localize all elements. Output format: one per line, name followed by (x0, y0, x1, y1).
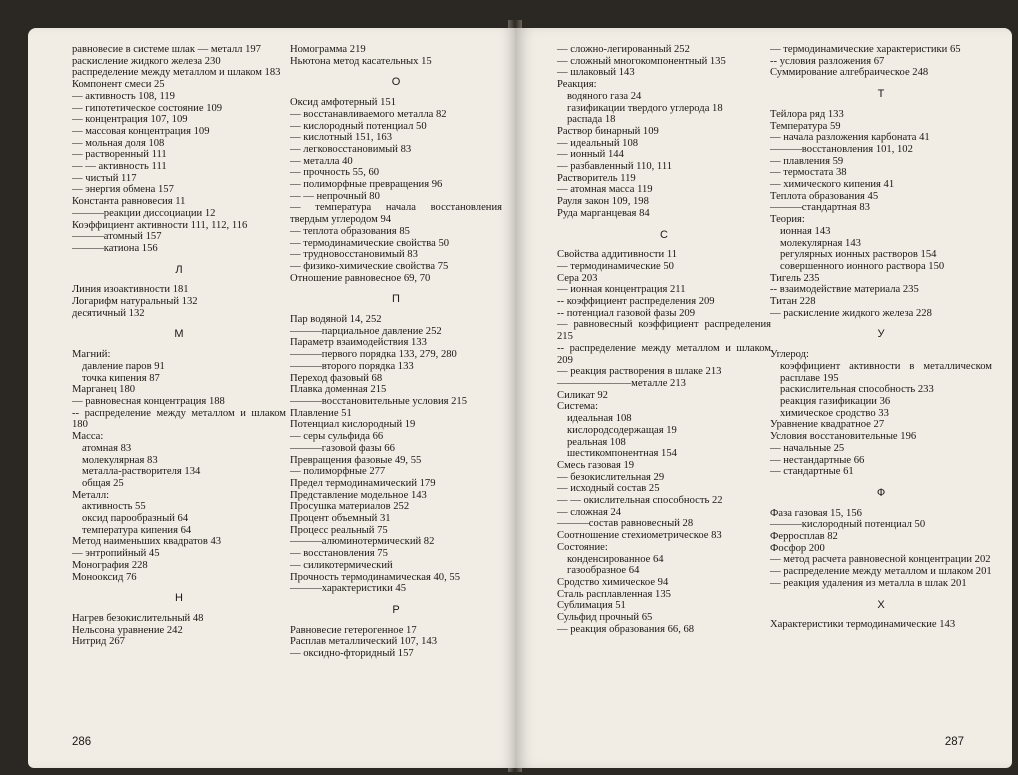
right-page-number: 287 (944, 736, 964, 748)
index-entry: — шлаковый 143 (557, 67, 635, 79)
index-entry: — разбавленный 110, 111 (557, 161, 673, 173)
index-entry: ———газовой фазы 66 (290, 442, 395, 454)
index-entry: — кислородный потенциал 50 (290, 120, 427, 132)
index-entry: десятичный 132 (72, 307, 145, 319)
index-entry: -- взаимодействие материала 235 (770, 284, 919, 296)
index-entry: Линия изоактивности 181 (72, 284, 189, 296)
right-page-column-2 (770, 44, 992, 631)
index-entry: Фаза газовая 15, 156 (770, 507, 862, 519)
index-entry: Суммирование алгебраическое 248 (770, 67, 929, 79)
index-entry: — ионный 144 (557, 149, 624, 161)
index-entry: Сера 203 (557, 272, 598, 284)
index-entry: распределение между металлом и шлаком 183 (72, 67, 281, 79)
index-entry: — начала разложения карбоната 41 (770, 132, 930, 144)
index-entry: — прочность 55, 60 (290, 167, 380, 179)
index-entry: — серы сульфида 66 (290, 431, 384, 443)
index-entry: раскислительная способность 233 (780, 384, 934, 396)
index-entry: Уравнение квадратное 27 (770, 419, 885, 431)
index-entry: — термодинамические характеристики 65 (770, 44, 961, 55)
index-entry: газификации твердого углерода 18 (567, 102, 723, 114)
index-entry: — легковосстановимый 83 (290, 143, 412, 155)
index-entry: — равновесный коэффициент распределения 215 (557, 319, 771, 343)
index-entry: реальная 108 (567, 436, 626, 448)
index-entry: Сублимация 51 (557, 600, 626, 612)
index-entry: Магний: (72, 349, 111, 361)
index-entry: — нестандартные 66 (770, 454, 865, 466)
index-entry: — термостата 38 (770, 167, 847, 179)
index-entry: — безокислительная 29 (557, 471, 665, 483)
index-entry: Температура 59 (770, 120, 841, 132)
index-entry: ———стандартная 83 (770, 202, 870, 214)
index-entry: Сталь расплавленная 135 (557, 588, 671, 600)
index-entry: Оксид амфотерный 151 (290, 97, 396, 109)
index-entry: Соотношение стехиометрическое 83 (557, 530, 722, 542)
index-entry: Процент объемный 31 (290, 513, 391, 525)
index-entry: металла-растворителя 134 (82, 466, 201, 478)
index-entry: — сложный многокомпонентный 135 (557, 55, 726, 67)
index-entry: Титан 228 (770, 296, 816, 308)
index-entry: — физико-химические свойства 75 (290, 260, 449, 272)
index-entry: Превращения фазовые 49, 55 (290, 454, 422, 466)
index-entry: ———второго порядка 133 (290, 360, 414, 372)
left-page (28, 28, 515, 768)
index-entry: Марганец 180 (72, 384, 136, 396)
index-entry: конденсированное 64 (567, 553, 664, 565)
index-entry: молекулярная 83 (82, 454, 158, 466)
index-entry: — атомная масса 119 (557, 184, 653, 196)
index-entry: — чистый 117 (72, 172, 137, 184)
index-entry: химическое сродство 33 (780, 407, 889, 419)
index-entry: атомная 83 (82, 442, 132, 454)
index-entry: Предел термодинамический 179 (290, 477, 436, 489)
index-entry: — — непрочный 80 (290, 190, 380, 202)
section-letter: У (877, 328, 885, 341)
index-entry: Плавление 51 (290, 407, 352, 419)
index-entry: Сульфид прочный 65 (557, 612, 653, 624)
index-entry: ———атомный 157 (72, 231, 162, 243)
index-entry: — восстановления 75 (290, 548, 388, 560)
index-entry: газообразное 64 (567, 565, 640, 577)
index-entry: — реакция удаления из металла в шлак 201 (770, 577, 967, 589)
right-page (515, 28, 1012, 768)
left-page-number: 286 (72, 736, 92, 748)
index-entry: Монооксид 76 (72, 571, 137, 583)
index-entry: температура кипения 64 (82, 524, 192, 536)
index-entry: ———парциальное давление 252 (290, 325, 442, 337)
index-entry: — активность 108, 119 (72, 90, 175, 102)
section-letter: С (660, 228, 668, 241)
index-entry: — исходный состав 25 (557, 483, 660, 495)
index-entry: Силикат 92 (557, 389, 608, 401)
index-entry: кислородсодержащая 19 (567, 424, 677, 436)
index-entry: — концентрация 107, 109 (72, 114, 188, 126)
index-entry: Сродство химическое 94 (557, 576, 669, 588)
index-entry: — кислотный 151, 163 (290, 132, 393, 144)
index-entry: активность 55 (82, 501, 146, 513)
index-entry: Теория: (770, 214, 805, 226)
index-entry: Тейлора ряд 133 (770, 108, 844, 120)
index-entry: Процесс реальный 75 (290, 524, 388, 536)
index-entry: Отношение равновесное 69, 70 (290, 272, 431, 284)
index-entry: — мольная доля 108 (72, 137, 165, 149)
index-entry: — восстанавливаемого металла 82 (290, 108, 447, 120)
index-entry: — реакция растворения в шлаке 213 (557, 366, 722, 378)
index-entry: — массовая концентрация 109 (72, 125, 210, 137)
index-entry: — гипотетическое состояние 109 (72, 102, 223, 114)
section-letter: Т (877, 88, 885, 101)
index-entry: — сложно-легированный 252 (557, 44, 690, 55)
index-entry: -- коэффициент распределения 209 (557, 296, 715, 308)
index-entry: Руда марганцевая 84 (557, 207, 650, 219)
index-entry: молекулярная 143 (780, 237, 861, 249)
left-page-column-2 (290, 44, 502, 660)
index-entry: — силикотермический (290, 559, 393, 571)
index-entry: Переход фазовый 68 (290, 372, 383, 384)
index-entry: — химического кипения 41 (770, 179, 895, 191)
index-entry: ———катиона 156 (72, 242, 158, 254)
index-entry: — метод расчета равновесной концентрации 202 (770, 554, 991, 566)
index-entry: идеальная 108 (567, 413, 632, 425)
index-entry: Прочность термодинамическая 40, 55 (290, 571, 460, 583)
index-entry: раскисление жидкого железа 230 (72, 55, 221, 67)
section-letter: Л (175, 263, 183, 276)
index-entry: оксид парообразный 64 (82, 513, 189, 525)
index-entry: -- распределение между металлом и шлаком 209 (557, 342, 771, 366)
index-entry: Ферросплав 82 (770, 531, 838, 543)
index-entry: общая 25 (82, 477, 124, 489)
right-page-column-1 (557, 44, 771, 635)
index-entry: Рауля закон 109, 198 (557, 196, 649, 208)
index-entry: — начальные 25 (770, 442, 845, 454)
index-entry: ———характеристики 45 (290, 583, 407, 595)
index-entry: — ионная концентрация 211 (557, 284, 686, 296)
index-entry: Плавка доменная 215 (290, 384, 387, 396)
section-letter: Н (175, 592, 183, 605)
index-entry: равновесие в системе шлак — металл 197 (72, 44, 261, 55)
section-letter: Р (392, 603, 400, 616)
index-entry: Номограмма 219 (290, 44, 366, 55)
index-entry: Металл: (72, 489, 110, 501)
index-entry: шестикомпонентная 154 (567, 448, 677, 460)
index-entry: Нагрев безокислительный 48 (72, 612, 204, 624)
index-entry: -- условия разложения 67 (770, 55, 885, 67)
index-entry: — температура начала восстановления твердым углеродом 94 (290, 202, 502, 226)
index-entry: Тигель 235 (770, 272, 820, 284)
index-entry: совершенного ионного раствора 150 (780, 260, 945, 272)
index-entry: ———кислородный потенциал 50 (770, 519, 926, 531)
index-entry: — энтропийный 45 (72, 548, 160, 560)
index-entry: Условия восстановительные 196 (770, 431, 917, 443)
index-entry: Углерод: (770, 349, 809, 361)
index-entry: Фосфор 200 (770, 542, 825, 554)
index-entry: ———первого порядка 133, 279, 280 (290, 349, 457, 361)
index-entry: Нельсона уравнение 242 (72, 624, 183, 636)
index-entry: Метод наименьших квадратов 43 (72, 536, 222, 548)
index-entry: Представление модельное 143 (290, 489, 427, 501)
index-entry: водяного газа 24 (567, 90, 642, 102)
index-entry: Монография 228 (72, 559, 148, 571)
index-entry: Ньютона метод касательных 15 (290, 55, 432, 67)
index-entry: — оксидно-фторидный 157 (290, 648, 414, 660)
index-entry: ———————металле 213 (557, 377, 686, 389)
index-entry: Смесь газовая 19 (557, 459, 635, 471)
index-entry: Пар водяной 14, 252 (290, 314, 382, 326)
index-entry: ———состав равновесный 28 (557, 518, 694, 530)
index-entry: Коэффициент активности 111, 112, 116 (72, 219, 248, 231)
index-entry: ———восстановления 101, 102 (770, 143, 913, 155)
index-entry: — трудновосстановимый 83 (290, 249, 418, 261)
index-entry: — — окислительная способность 22 (557, 495, 723, 507)
index-entry: — термодинамические 50 (557, 260, 674, 272)
index-entry: Характеристики термодинамические 143 (770, 619, 956, 631)
index-entry: -- потенциал газовой фазы 209 (557, 307, 696, 319)
index-entry: распада 18 (567, 114, 616, 126)
index-entry: — стандартные 61 (770, 466, 854, 478)
index-entry: — термодинамические свойства 50 (290, 237, 450, 249)
section-letter: М (174, 328, 184, 341)
section-letter: Х (877, 598, 885, 611)
index-entry: Раствор бинарный 109 (557, 125, 659, 137)
index-entry: Масса: (72, 431, 104, 443)
index-entry: Логарифм натуральный 132 (72, 296, 198, 308)
left-page-column-1 (72, 44, 286, 648)
index-entry: Потенциал кислородный 19 (290, 419, 416, 431)
index-entry: давление паров 91 (82, 360, 165, 372)
index-entry: реакция газификации 36 (780, 395, 891, 407)
index-entry: Константа равновесия 11 (72, 196, 186, 208)
index-entry: — реакция образования 66, 68 (557, 623, 695, 635)
index-entry: Расплав металлический 107, 143 (290, 636, 438, 648)
section-letter: О (391, 76, 401, 89)
index-entry: ———реакции диссоциации 12 (72, 207, 216, 219)
index-entry: Параметр взаимодействия 133 (290, 337, 427, 349)
index-entry: — распределение между металлом и шлаком 201 (770, 566, 992, 578)
index-entry: ———алюминотермический 82 (290, 536, 435, 548)
index-entry: коэффициент активности в металлическом расплаве 195 (780, 360, 992, 384)
index-entry: Компонент смеси 25 (72, 79, 165, 91)
index-entry: — сложная 24 (557, 506, 622, 518)
index-entry: — металла 40 (290, 155, 353, 167)
index-entry: Нитрид 267 (72, 636, 125, 648)
index-entry: — полиморфные 277 (290, 466, 386, 478)
index-entry: ———восстановительные условия 215 (290, 395, 468, 407)
index-entry: — теплота образования 85 (290, 225, 410, 237)
index-entry: Состояние: (557, 541, 608, 553)
index-entry: Равновесие гетерогенное 17 (290, 624, 417, 636)
index-entry: — идеальный 108 (557, 137, 639, 149)
index-entry: — полиморфные превращения 96 (290, 179, 443, 191)
index-entry: Теплота образования 45 (770, 190, 879, 202)
index-entry: — растворенный 111 (72, 149, 167, 161)
index-entry: Просушка материалов 252 (290, 501, 410, 513)
index-entry: — равновесная концентрация 188 (72, 395, 225, 407)
index-entry: точка кипения 87 (82, 372, 160, 384)
index-entry: Реакция: (557, 79, 597, 91)
index-entry: -- распределение между металлом и шлаком 180 (72, 407, 286, 431)
section-letter: П (392, 293, 400, 306)
index-entry: Растворитель 119 (557, 172, 636, 184)
index-entry: — раскисление жидкого железа 228 (770, 307, 932, 319)
index-entry: — энергия обмена 157 (72, 184, 174, 196)
section-letter: Ф (876, 486, 886, 499)
index-entry: Система: (557, 401, 599, 413)
index-entry: ионная 143 (780, 225, 831, 237)
index-entry: — плавления 59 (770, 155, 844, 167)
index-entry: Свойства аддитивности 11 (557, 249, 678, 261)
index-entry: — — активность 111 (72, 161, 167, 173)
index-entry: регулярных ионных растворов 154 (780, 249, 937, 261)
